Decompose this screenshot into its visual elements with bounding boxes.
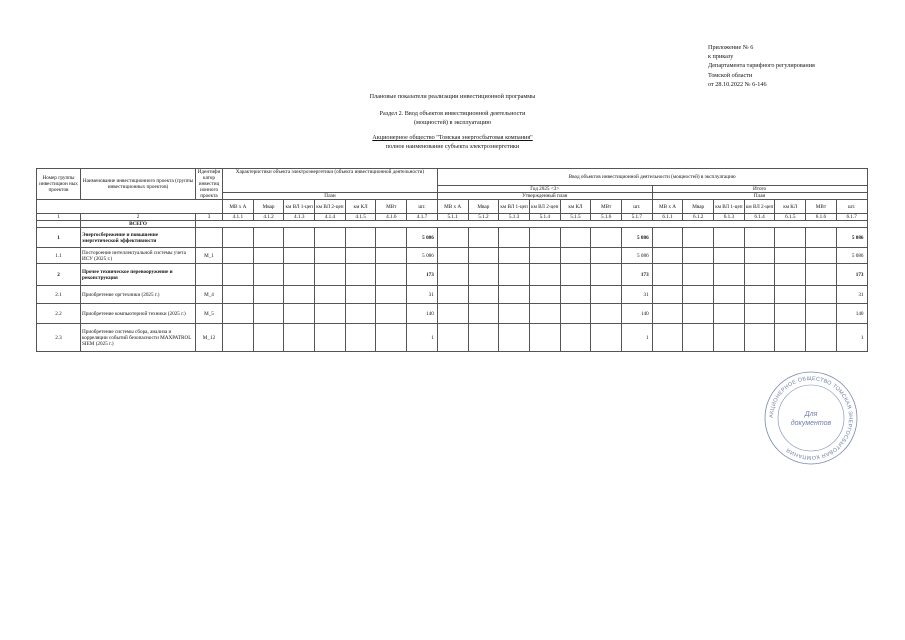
empty-cell — [499, 264, 530, 286]
company-caption: полное наименование субъекта электроэнергетики — [385, 142, 520, 150]
row-number: 2.1 — [37, 286, 81, 304]
empty-cell — [560, 286, 591, 304]
empty-cell — [345, 304, 376, 324]
unit-header: Мвар — [683, 200, 714, 214]
empty-cell — [345, 286, 376, 304]
empty-cell — [437, 248, 468, 264]
empty-cell — [652, 248, 683, 264]
empty-cell — [499, 324, 530, 352]
empty-cell — [683, 324, 714, 352]
column-number: 5.1.7 — [621, 214, 652, 221]
empty-cell — [560, 264, 591, 286]
empty-cell — [437, 286, 468, 304]
empty-cell — [529, 264, 560, 286]
column-number: 6.1.4 — [744, 214, 775, 221]
column-number: 4.1.3 — [284, 214, 315, 221]
row-project-id: M_1 — [196, 248, 223, 264]
column-number: 6.1.3 — [714, 214, 745, 221]
column-number: 5.1.6 — [591, 214, 622, 221]
empty-cell — [775, 248, 806, 264]
row-project-id: M_5 — [196, 304, 223, 324]
empty-cell — [683, 286, 714, 304]
table-row — [37, 248, 868, 264]
empty-cell — [806, 304, 837, 324]
empty-cell — [284, 248, 315, 264]
empty-cell — [315, 228, 346, 248]
row-project-id: M_12 — [196, 324, 223, 352]
empty-cell — [376, 286, 407, 304]
unit-header: шт. — [621, 200, 652, 214]
row-total-value: 140 — [836, 304, 867, 324]
stamp-ring-text: АКЦИОНЕРНОЕ ОБЩЕСТВО ТОМСКАЯ ЭНЕРГОСБЫТОВАЯ КОМПАНИЯ — [768, 375, 854, 461]
empty-cell — [591, 286, 622, 304]
total-row-label: ВСЕГО — [81, 221, 196, 228]
empty-cell — [253, 286, 284, 304]
column-number: 6.1.7 — [836, 214, 867, 221]
empty-cell — [284, 228, 315, 248]
empty-cell — [529, 304, 560, 324]
empty-cell — [468, 324, 499, 352]
row-project-name: Постороение интеллектуальной системы учета ИСУ (2025 г.) — [81, 248, 196, 264]
stamp-seal — [763, 370, 859, 466]
row-plan-value: 140 — [407, 304, 438, 324]
empty-cell — [714, 304, 745, 324]
row-approved-value: 5 086 — [621, 228, 652, 248]
empty-cell — [806, 286, 837, 304]
appendix-line: к приказу — [708, 53, 734, 61]
empty-cell — [376, 248, 407, 264]
row-number: 2 — [37, 264, 81, 286]
unit-header: МВ x А — [652, 200, 683, 214]
unit-header: МВт — [591, 200, 622, 214]
row-project-name: Приобретение оргтехники (2025 г.) — [81, 286, 196, 304]
empty-cell — [652, 228, 683, 248]
column-number: 4.1.6 — [376, 214, 407, 221]
empty-cell — [744, 228, 775, 248]
empty-cell — [683, 264, 714, 286]
empty-cell — [253, 264, 284, 286]
empty-cell — [714, 248, 745, 264]
row-project-name: Энергосбережение и повышение энергетической эффективности — [81, 228, 196, 248]
empty-cell — [806, 324, 837, 352]
empty-cell — [223, 264, 254, 286]
row-approved-value: 140 — [621, 304, 652, 324]
empty-cell — [315, 264, 346, 286]
empty-cell — [345, 324, 376, 352]
empty-cell — [744, 286, 775, 304]
empty-cell — [529, 228, 560, 248]
column-number: 4.1.7 — [407, 214, 438, 221]
empty-cell — [744, 264, 775, 286]
column-number: 5.1.5 — [560, 214, 591, 221]
column-number: 6.1.1 — [652, 214, 683, 221]
row-total-value: 5 086 — [836, 228, 867, 248]
empty-cell — [775, 324, 806, 352]
unit-header: км ВЛ 2-цеп — [529, 200, 560, 214]
column-number: 5.1.3 — [499, 214, 530, 221]
plan-table — [36, 168, 868, 352]
unit-header: км ВЛ 1-цеп — [714, 200, 745, 214]
empty-cell — [468, 228, 499, 248]
column-number: 4.1.4 — [315, 214, 346, 221]
table-row — [37, 228, 868, 248]
column-number: 4.1.2 — [253, 214, 284, 221]
empty-cell — [284, 264, 315, 286]
row-project-name: Прочее техническое перевооружение и реконструкция — [81, 264, 196, 286]
empty-cell — [714, 264, 745, 286]
column-number: 6.1.6 — [806, 214, 837, 221]
empty-cell — [376, 228, 407, 248]
table-row — [37, 324, 868, 352]
row-plan-value: 5 086 — [407, 248, 438, 264]
header-spacer — [37, 200, 223, 214]
empty-cell — [591, 304, 622, 324]
row-approved-value: 173 — [621, 264, 652, 286]
empty-cell — [775, 228, 806, 248]
row-project-id: M_4 — [196, 286, 223, 304]
row-project-id — [196, 264, 223, 286]
empty-cell — [591, 324, 622, 352]
row-project-id — [196, 228, 223, 248]
row-plan-value: 173 — [407, 264, 438, 286]
unit-header: Мвар — [253, 200, 284, 214]
column-number: 5.1.2 — [468, 214, 499, 221]
row-total-value: 31 — [836, 286, 867, 304]
empty-cell — [560, 324, 591, 352]
empty-cell — [345, 264, 376, 286]
empty-cell — [652, 264, 683, 286]
row-approved-value: 1 — [621, 324, 652, 352]
row-number: 1 — [37, 228, 81, 248]
empty-cell — [744, 248, 775, 264]
company-name: Акционерное общество "Томская энергосбытовая компания" — [372, 134, 533, 141]
empty-cell — [714, 228, 745, 248]
empty-cell — [253, 228, 284, 248]
column-number: 3 — [196, 214, 223, 221]
column-number: 6.1.2 — [683, 214, 714, 221]
row-plan-value: 5 086 — [407, 228, 438, 248]
unit-header: км ВЛ 2-цеп — [315, 200, 346, 214]
appendix-line: Департамента тарифного регулирования — [708, 62, 815, 70]
empty-cell — [284, 304, 315, 324]
header-group-number: Номер группы инвестицион ных проектов — [37, 169, 81, 200]
unit-header: км КЛ — [345, 200, 376, 214]
table-row — [37, 304, 868, 324]
empty-cell — [253, 248, 284, 264]
row-approved-value: 31 — [621, 286, 652, 304]
empty-cell — [223, 286, 254, 304]
empty-cell — [560, 248, 591, 264]
table-row — [37, 286, 868, 304]
section-line: (мощностей) в эксплуатацию — [414, 118, 491, 126]
empty-cell — [376, 324, 407, 352]
table-row — [37, 264, 868, 286]
row-number: 2.2 — [37, 304, 81, 324]
header-commissioning: Ввод объектов инвестиционной деятельности (мощностей) в эксплуатацию — [437, 169, 867, 186]
section-title — [0, 110, 905, 127]
appendix-line: Приложение № 6 — [708, 44, 754, 51]
empty-cell — [345, 248, 376, 264]
stamp-center-line: Для — [804, 411, 818, 418]
empty-cell — [437, 264, 468, 286]
row-plan-value: 1 — [407, 324, 438, 352]
column-number: 1 — [37, 214, 81, 221]
empty-cell — [284, 324, 315, 352]
empty-cell — [591, 228, 622, 248]
appendix-block — [708, 43, 815, 89]
empty-cell — [775, 304, 806, 324]
empty-cell — [437, 228, 468, 248]
empty-cell — [499, 304, 530, 324]
empty-cell — [253, 324, 284, 352]
empty-cell — [376, 304, 407, 324]
unit-header: Мвар — [468, 200, 499, 214]
unit-header: км ВЛ 2-цеп — [744, 200, 775, 214]
row-approved-value: 5 086 — [621, 248, 652, 264]
total-row-empty — [196, 221, 868, 228]
empty-cell — [683, 304, 714, 324]
header-total: Итого — [652, 185, 867, 192]
header-approved-plan: Утвержденный план — [437, 192, 652, 199]
empty-cell — [284, 286, 315, 304]
empty-cell — [315, 286, 346, 304]
empty-cell — [437, 324, 468, 352]
empty-cell — [652, 324, 683, 352]
header-project-id: Идентифи катор инвестиц ионного проекта — [196, 169, 223, 200]
row-total-value: 1 — [836, 324, 867, 352]
unit-header: шт. — [836, 200, 867, 214]
empty-cell — [591, 264, 622, 286]
unit-header: шт. — [407, 200, 438, 214]
empty-cell — [560, 304, 591, 324]
header-year: Год 2025 <3> — [437, 185, 652, 192]
unit-header: МВ x А — [437, 200, 468, 214]
column-number: 4.1.1 — [223, 214, 254, 221]
empty-cell — [591, 248, 622, 264]
row-number: 1.1 — [37, 248, 81, 264]
empty-cell — [468, 304, 499, 324]
unit-header: км ВЛ 1-цеп — [499, 200, 530, 214]
empty-cell — [683, 228, 714, 248]
unit-header: км ВЛ 1-цеп — [284, 200, 315, 214]
empty-cell — [223, 248, 254, 264]
empty-cell — [315, 324, 346, 352]
header-plan-total: План — [652, 192, 867, 199]
section-line: Раздел 2. Ввод объектов инвестиционной деятельности — [379, 110, 526, 117]
empty-cell — [499, 286, 530, 304]
empty-cell — [744, 324, 775, 352]
empty-cell — [775, 264, 806, 286]
header-project-name: Наименование инвестиционного проекта (группы инвестиционных проектов) — [81, 169, 196, 200]
empty-cell — [468, 264, 499, 286]
empty-cell — [560, 228, 591, 248]
empty-cell — [223, 304, 254, 324]
header-characteristics: Характеристики объекта электроэнергетики (объекта инвестиционной деятельности) — [223, 169, 438, 193]
appendix-line: от 28.10.2022 № 6-146 — [708, 80, 767, 88]
empty-cell — [499, 228, 530, 248]
unit-header: км КЛ — [560, 200, 591, 214]
empty-cell — [529, 324, 560, 352]
unit-header: МВ x А — [223, 200, 254, 214]
appendix-line: Томской области — [708, 71, 753, 79]
row-project-name: Приобретение компьютерной техники (2025 г.) — [81, 304, 196, 324]
unit-header: км КЛ — [775, 200, 806, 214]
empty-cell — [683, 248, 714, 264]
row-number: 2.3 — [37, 324, 81, 352]
empty-cell — [714, 324, 745, 352]
empty-cell — [806, 228, 837, 248]
row-plan-value: 31 — [407, 286, 438, 304]
column-number: 2 — [81, 214, 196, 221]
empty-cell — [376, 264, 407, 286]
empty-cell — [468, 248, 499, 264]
row-total-value: 173 — [836, 264, 867, 286]
empty-cell — [744, 304, 775, 324]
empty-cell — [714, 286, 745, 304]
empty-cell — [652, 304, 683, 324]
row-project-name: Приобретение системы сбора, анализа и корреляции событий безопасности MAXPATROL SIEM (2025 г.) — [81, 324, 196, 352]
total-row-num — [37, 221, 81, 228]
empty-cell — [437, 304, 468, 324]
column-number: 5.1.4 — [529, 214, 560, 221]
empty-cell — [775, 286, 806, 304]
empty-cell — [499, 248, 530, 264]
company-block — [0, 134, 905, 151]
empty-cell — [468, 286, 499, 304]
empty-cell — [315, 304, 346, 324]
column-number: 5.1.1 — [437, 214, 468, 221]
empty-cell — [315, 248, 346, 264]
unit-header: МВт — [376, 200, 407, 214]
empty-cell — [253, 304, 284, 324]
stamp-center-line: документов — [790, 420, 832, 427]
document-title: Плановые показатели реализации инвестиционной программы — [369, 93, 536, 100]
empty-cell — [652, 286, 683, 304]
empty-cell — [806, 248, 837, 264]
column-number: 6.1.5 — [775, 214, 806, 221]
empty-cell — [529, 248, 560, 264]
empty-cell — [806, 264, 837, 286]
unit-header: МВт — [806, 200, 837, 214]
empty-cell — [529, 286, 560, 304]
empty-cell — [345, 228, 376, 248]
header-plan: План — [223, 192, 438, 199]
empty-cell — [223, 324, 254, 352]
row-total-value: 5 086 — [836, 248, 867, 264]
empty-cell — [223, 228, 254, 248]
column-number: 4.1.5 — [345, 214, 376, 221]
